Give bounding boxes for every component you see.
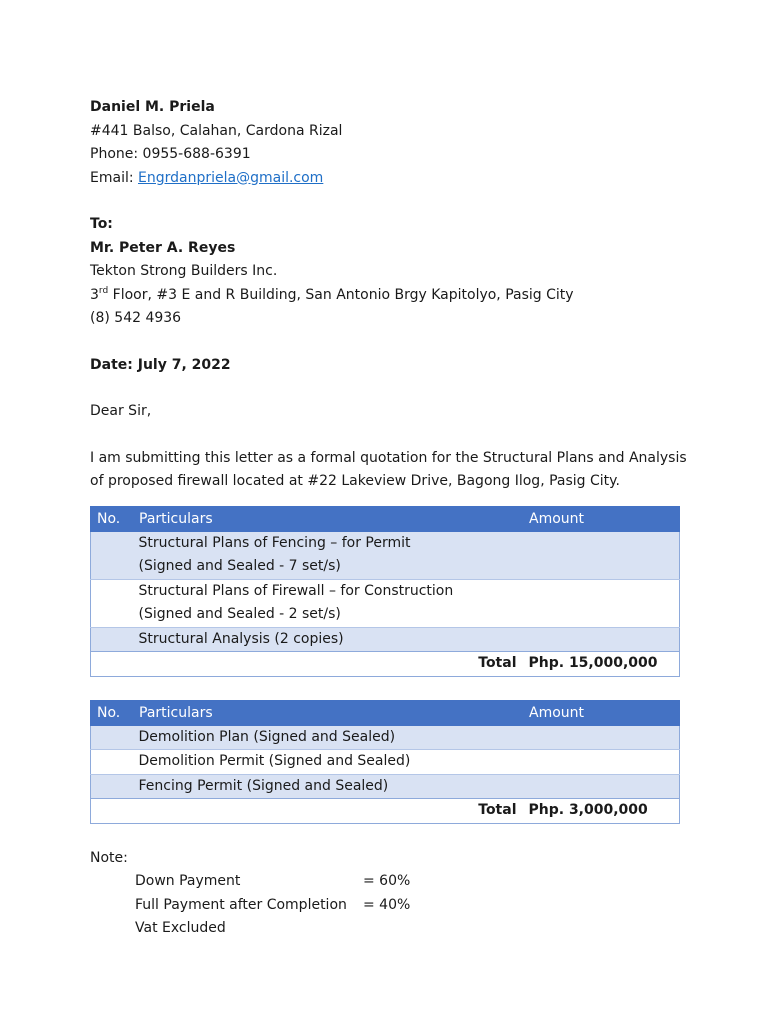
recipient-floor-suffix: rd bbox=[98, 285, 109, 296]
header-amount: Amount bbox=[523, 506, 680, 531]
recipient-company: Tekton Strong Builders Inc. bbox=[90, 263, 278, 279]
cell-no bbox=[91, 579, 133, 627]
particular-line: Structural Plans of Fencing – for Permit bbox=[138, 534, 411, 551]
table-header bbox=[91, 506, 680, 531]
recipient-phone: (8) 542 4936 bbox=[90, 310, 182, 326]
cell-no bbox=[91, 531, 133, 579]
particular-line: (Signed and Sealed - 2 set/s) bbox=[138, 606, 341, 622]
sender-phone bbox=[90, 143, 690, 167]
note-item-value: = 60% bbox=[363, 873, 411, 889]
sender-phone-label: Phone: bbox=[90, 146, 143, 162]
total-amount: Php. 15,000,000 bbox=[523, 652, 680, 677]
note-item bbox=[90, 917, 690, 941]
note-item bbox=[90, 870, 690, 894]
cell-particulars bbox=[133, 579, 523, 627]
sender-name: Daniel M. Priela bbox=[90, 99, 215, 115]
cell-no bbox=[91, 750, 133, 775]
sender-email-label: Email: bbox=[90, 169, 139, 186]
cell-particulars bbox=[133, 531, 523, 579]
total-label: Total bbox=[133, 652, 523, 677]
table-row bbox=[91, 531, 680, 579]
cell-particulars: Structural Analysis (2 copies) bbox=[133, 627, 523, 652]
header-particulars: Particulars bbox=[133, 700, 523, 725]
header-amount: Amount bbox=[523, 700, 680, 725]
table-row bbox=[91, 774, 680, 799]
quotation-table-2 bbox=[90, 700, 680, 824]
cell-amount bbox=[523, 627, 680, 652]
sender-phone-value: 0955-688-6391 bbox=[142, 146, 251, 162]
table-header bbox=[91, 700, 680, 725]
total-row bbox=[91, 799, 680, 824]
cell-particulars: Demolition Permit (Signed and Sealed) bbox=[133, 750, 523, 775]
cell-amount bbox=[523, 579, 680, 627]
note-item-value: = 40% bbox=[363, 896, 411, 913]
note-label: Note: bbox=[90, 849, 128, 866]
header-no: No. bbox=[91, 700, 133, 725]
note-item bbox=[90, 894, 690, 918]
cell-amount bbox=[523, 750, 680, 775]
cell-amount bbox=[523, 774, 680, 799]
recipient-floor-number: 3 bbox=[90, 286, 99, 303]
table-row bbox=[91, 627, 680, 652]
recipient-name: Mr. Peter A. Reyes bbox=[90, 239, 236, 256]
total-label: Total bbox=[133, 799, 523, 824]
cell-no bbox=[91, 774, 133, 799]
table-row bbox=[91, 750, 680, 775]
recipient-address bbox=[90, 284, 690, 308]
sender-address: #441 Balso, Calahan, Cardona Rizal bbox=[90, 122, 343, 139]
cell-no bbox=[91, 627, 133, 652]
cell-no bbox=[91, 725, 133, 750]
date-line: Date: July 7, 2022 bbox=[90, 356, 231, 373]
salutation: Dear Sir, bbox=[90, 403, 152, 419]
total-amount: Php. 3,000,000 bbox=[523, 799, 680, 824]
note-item-label: Down Payment bbox=[135, 873, 241, 889]
body-line-2: of proposed firewall located at #22 Lakeview Drive, Bagong Ilog, Pasig City. bbox=[90, 473, 620, 489]
cell-particulars: Demolition Plan (Signed and Sealed) bbox=[133, 725, 523, 750]
note-item-label: Vat Excluded bbox=[135, 920, 226, 936]
header-particulars: Particulars bbox=[133, 506, 523, 531]
particular-line: (Signed and Sealed - 7 set/s) bbox=[138, 558, 341, 574]
sender-email bbox=[90, 167, 690, 191]
table-row bbox=[91, 579, 680, 627]
cell-amount bbox=[523, 725, 680, 750]
total-row bbox=[91, 652, 680, 677]
email-link[interactable]: Engrdanpriela@gmail.com bbox=[138, 169, 324, 186]
body-line-1: I am submitting this letter as a formal quotation for the Structural Plans and Analysis bbox=[90, 449, 687, 466]
table-row bbox=[91, 725, 680, 750]
cell-particulars: Fencing Permit (Signed and Sealed) bbox=[133, 774, 523, 799]
letter bbox=[90, 96, 690, 941]
recipient-address-rest: Floor, #3 E and R Building, San Antonio Brgy Kapitolyo, Pasig City bbox=[108, 286, 574, 303]
cell-amount bbox=[523, 531, 680, 579]
header-no: No. bbox=[91, 506, 133, 531]
quotation-table-1 bbox=[90, 506, 680, 677]
particular-line: Structural Plans of Firewall – for Construction bbox=[138, 582, 454, 599]
note-item-label: Full Payment after Completion bbox=[135, 896, 347, 913]
to-label: To: bbox=[90, 216, 113, 232]
